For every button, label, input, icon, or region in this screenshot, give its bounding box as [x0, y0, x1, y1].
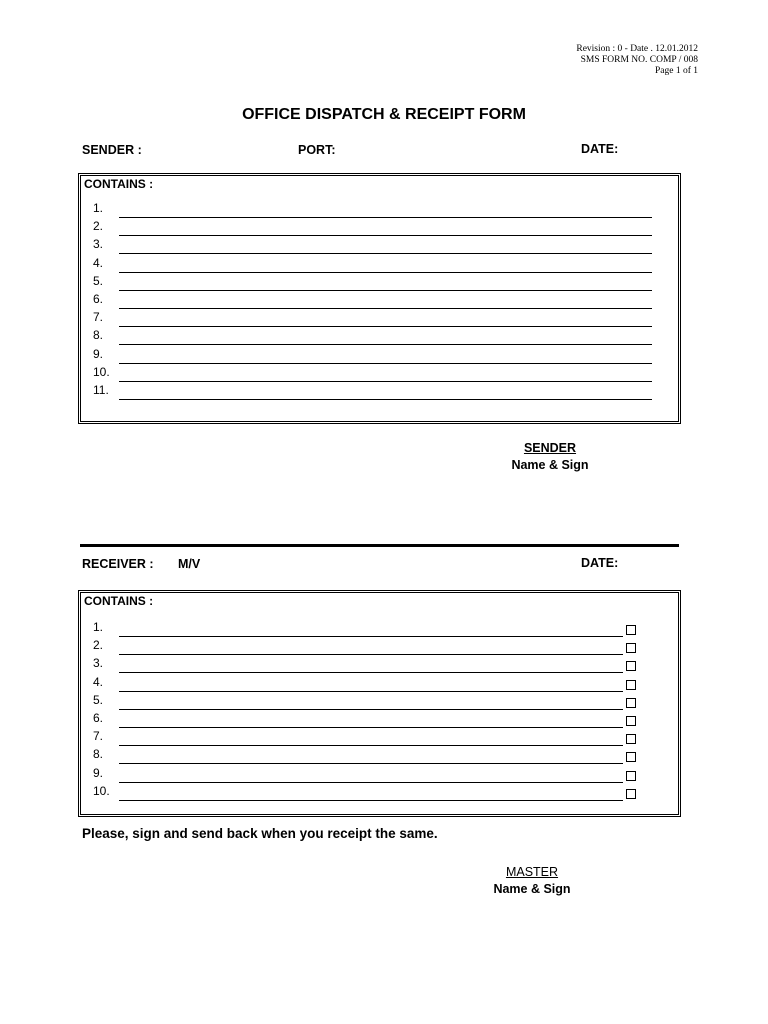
content-line — [81, 711, 678, 729]
line-number: 11. — [93, 383, 109, 397]
write-in-line[interactable] — [119, 326, 652, 327]
port-label: PORT: — [298, 143, 336, 157]
write-in-line[interactable] — [119, 308, 652, 309]
receiver-contains-label: CONTAINS : — [84, 594, 154, 608]
write-in-line[interactable] — [119, 235, 652, 236]
write-in-line[interactable] — [119, 381, 652, 382]
received-checkbox[interactable] — [626, 661, 636, 671]
write-in-line[interactable] — [119, 672, 623, 673]
content-line — [81, 383, 678, 401]
line-number: 3. — [93, 656, 104, 671]
content-line — [81, 347, 678, 365]
write-in-line[interactable] — [119, 745, 623, 746]
received-checkbox[interactable] — [626, 680, 636, 690]
line-number: 8. — [93, 747, 104, 762]
master-signature-role: MASTER — [505, 865, 559, 879]
content-line — [81, 256, 678, 274]
content-line — [81, 310, 678, 328]
content-line — [81, 620, 678, 638]
received-checkbox[interactable] — [626, 789, 636, 799]
content-line — [81, 237, 678, 255]
vessel-label: M/V — [178, 557, 201, 571]
content-line — [81, 766, 678, 784]
sender-date-label: DATE: — [581, 142, 619, 156]
received-checkbox[interactable] — [626, 625, 636, 635]
form-number-text: SMS FORM NO. COMP / 008 — [580, 55, 698, 65]
master-signature-caption: Name & Sign — [493, 882, 571, 896]
revision-text: Revision : 0 - Date . 12.01.2012 — [576, 44, 698, 54]
line-number: 5. — [93, 273, 104, 288]
write-in-line[interactable] — [119, 363, 652, 364]
line-number: 10. — [93, 364, 110, 379]
write-in-line[interactable] — [119, 800, 623, 801]
write-in-line[interactable] — [119, 691, 623, 692]
content-line — [81, 219, 678, 237]
section-divider — [80, 544, 679, 547]
line-number: 1. — [93, 201, 104, 215]
content-line — [81, 747, 678, 765]
line-number: 4. — [93, 255, 104, 270]
line-number: 6. — [93, 292, 104, 306]
line-number: 4. — [93, 674, 104, 689]
content-line — [81, 638, 678, 656]
sender-contents-box — [78, 173, 681, 424]
sender-signature-role: SENDER — [523, 441, 577, 455]
content-line — [81, 693, 678, 711]
received-checkbox[interactable] — [626, 643, 636, 653]
line-number: 2. — [93, 638, 104, 653]
write-in-line[interactable] — [119, 399, 652, 400]
write-in-line[interactable] — [119, 763, 623, 764]
content-line — [81, 201, 678, 219]
line-number: 10. — [93, 783, 110, 798]
master-signature-block — [470, 865, 594, 896]
received-checkbox[interactable] — [626, 771, 636, 781]
receiver-label: RECEIVER : — [82, 557, 154, 571]
line-number: 3. — [93, 237, 104, 252]
content-line — [81, 675, 678, 693]
write-in-line[interactable] — [119, 217, 652, 218]
write-in-line[interactable] — [119, 290, 652, 291]
line-number: 9. — [93, 765, 104, 780]
content-line — [81, 292, 678, 310]
received-checkbox[interactable] — [626, 698, 636, 708]
line-number: 6. — [93, 711, 104, 725]
write-in-line[interactable] — [119, 636, 623, 637]
received-checkbox[interactable] — [626, 734, 636, 744]
write-in-line[interactable] — [119, 253, 652, 254]
line-number: 8. — [93, 328, 104, 343]
line-number: 2. — [93, 219, 104, 234]
sender-contains-label: CONTAINS : — [84, 177, 154, 191]
page-number-text: Page 1 of 1 — [654, 66, 698, 76]
line-number: 1. — [93, 620, 104, 634]
content-line — [81, 328, 678, 346]
content-line — [81, 365, 678, 383]
return-instruction-note: Please, sign and send back when you receipt the same. — [82, 826, 438, 841]
line-number: 7. — [93, 729, 104, 744]
content-line — [81, 274, 678, 292]
write-in-line[interactable] — [119, 654, 623, 655]
form-title: OFFICE DISPATCH & RECEIPT FORM — [242, 106, 526, 123]
line-number: 9. — [93, 346, 104, 361]
content-line — [81, 784, 678, 802]
received-checkbox[interactable] — [626, 752, 636, 762]
write-in-line[interactable] — [119, 272, 652, 273]
write-in-line[interactable] — [119, 344, 652, 345]
content-line — [81, 656, 678, 674]
write-in-line[interactable] — [119, 709, 623, 710]
line-number: 7. — [93, 310, 104, 325]
content-line — [81, 729, 678, 747]
received-checkbox[interactable] — [626, 716, 636, 726]
line-number: 5. — [93, 692, 104, 707]
receiver-date-label: DATE: — [581, 556, 619, 570]
sender-signature-block — [490, 441, 610, 472]
sender-label: SENDER : — [82, 143, 142, 157]
write-in-line[interactable] — [119, 782, 623, 783]
sender-signature-caption: Name & Sign — [511, 458, 589, 472]
receiver-contents-box — [78, 590, 681, 817]
write-in-line[interactable] — [119, 727, 623, 728]
form-header-meta — [576, 44, 698, 77]
